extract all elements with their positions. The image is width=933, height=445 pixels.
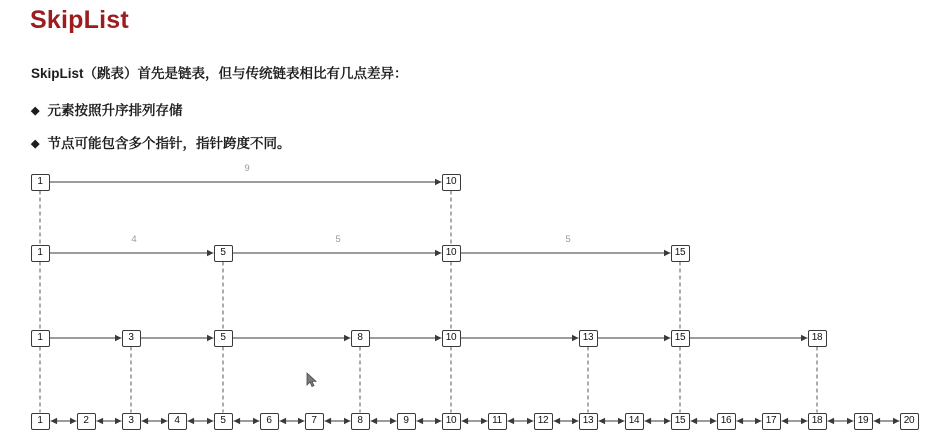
- skiplist-node: 10: [442, 174, 461, 191]
- skiplist-node: 5: [214, 330, 233, 347]
- skiplist-node: 8: [351, 413, 370, 430]
- skiplist-node: 17: [762, 413, 781, 430]
- skiplist-node: 10: [442, 330, 461, 347]
- skiplist-node: 10: [442, 245, 461, 262]
- skiplist-node: 18: [808, 413, 827, 430]
- skiplist-node: 5: [214, 413, 233, 430]
- skiplist-node: 1: [31, 330, 50, 347]
- skiplist-node: 5: [214, 245, 233, 262]
- skiplist-node: 9: [397, 413, 416, 430]
- page-title: SkipList: [30, 6, 129, 34]
- skiplist-node: 6: [260, 413, 279, 430]
- skiplist-node: 1: [31, 245, 50, 262]
- skiplist-node: 15: [671, 245, 690, 262]
- skiplist-node: 13: [579, 413, 598, 430]
- intro-paragraph: SkipList（跳表）首先是链表，但与传统链表相比有几点差异：: [31, 66, 408, 81]
- diagram-canvas: [0, 160, 933, 445]
- diamond-bullet-icon: ◆: [31, 105, 40, 117]
- bullet-text-0: 元素按照升序排列存储: [47, 103, 183, 118]
- edge-span-label: 4: [131, 234, 137, 245]
- skiplist-node: 20: [900, 413, 919, 430]
- skiplist-node: 18: [808, 330, 827, 347]
- diamond-bullet-icon: ◆: [31, 138, 40, 150]
- skiplist-node: 19: [854, 413, 873, 430]
- skiplist-diagram: [0, 160, 933, 445]
- bullet-item-1: [31, 132, 290, 152]
- edge-span-label: 5: [565, 234, 571, 245]
- skiplist-node: 15: [671, 330, 690, 347]
- skiplist-node: 3: [122, 330, 141, 347]
- edge-span-label: 5: [335, 234, 341, 245]
- bullet-text-1: 节点可能包含多个指针，指针跨度不同。: [47, 136, 291, 151]
- skiplist-node: 12: [534, 413, 553, 430]
- skiplist-node: 15: [671, 413, 690, 430]
- skiplist-node: 16: [717, 413, 736, 430]
- skiplist-node: 2: [77, 413, 96, 430]
- skiplist-node: 7: [305, 413, 324, 430]
- skiplist-node: 1: [31, 174, 50, 191]
- skiplist-node: 4: [168, 413, 187, 430]
- skiplist-node: 10: [442, 413, 461, 430]
- skiplist-node: 14: [625, 413, 644, 430]
- skiplist-node: 1: [31, 413, 50, 430]
- skiplist-node: 3: [122, 413, 141, 430]
- skiplist-node: 11: [488, 413, 507, 430]
- edge-span-label: 9: [244, 163, 250, 174]
- skiplist-node: 13: [579, 330, 598, 347]
- skiplist-node: 8: [351, 330, 370, 347]
- bullet-item-0: [31, 99, 182, 119]
